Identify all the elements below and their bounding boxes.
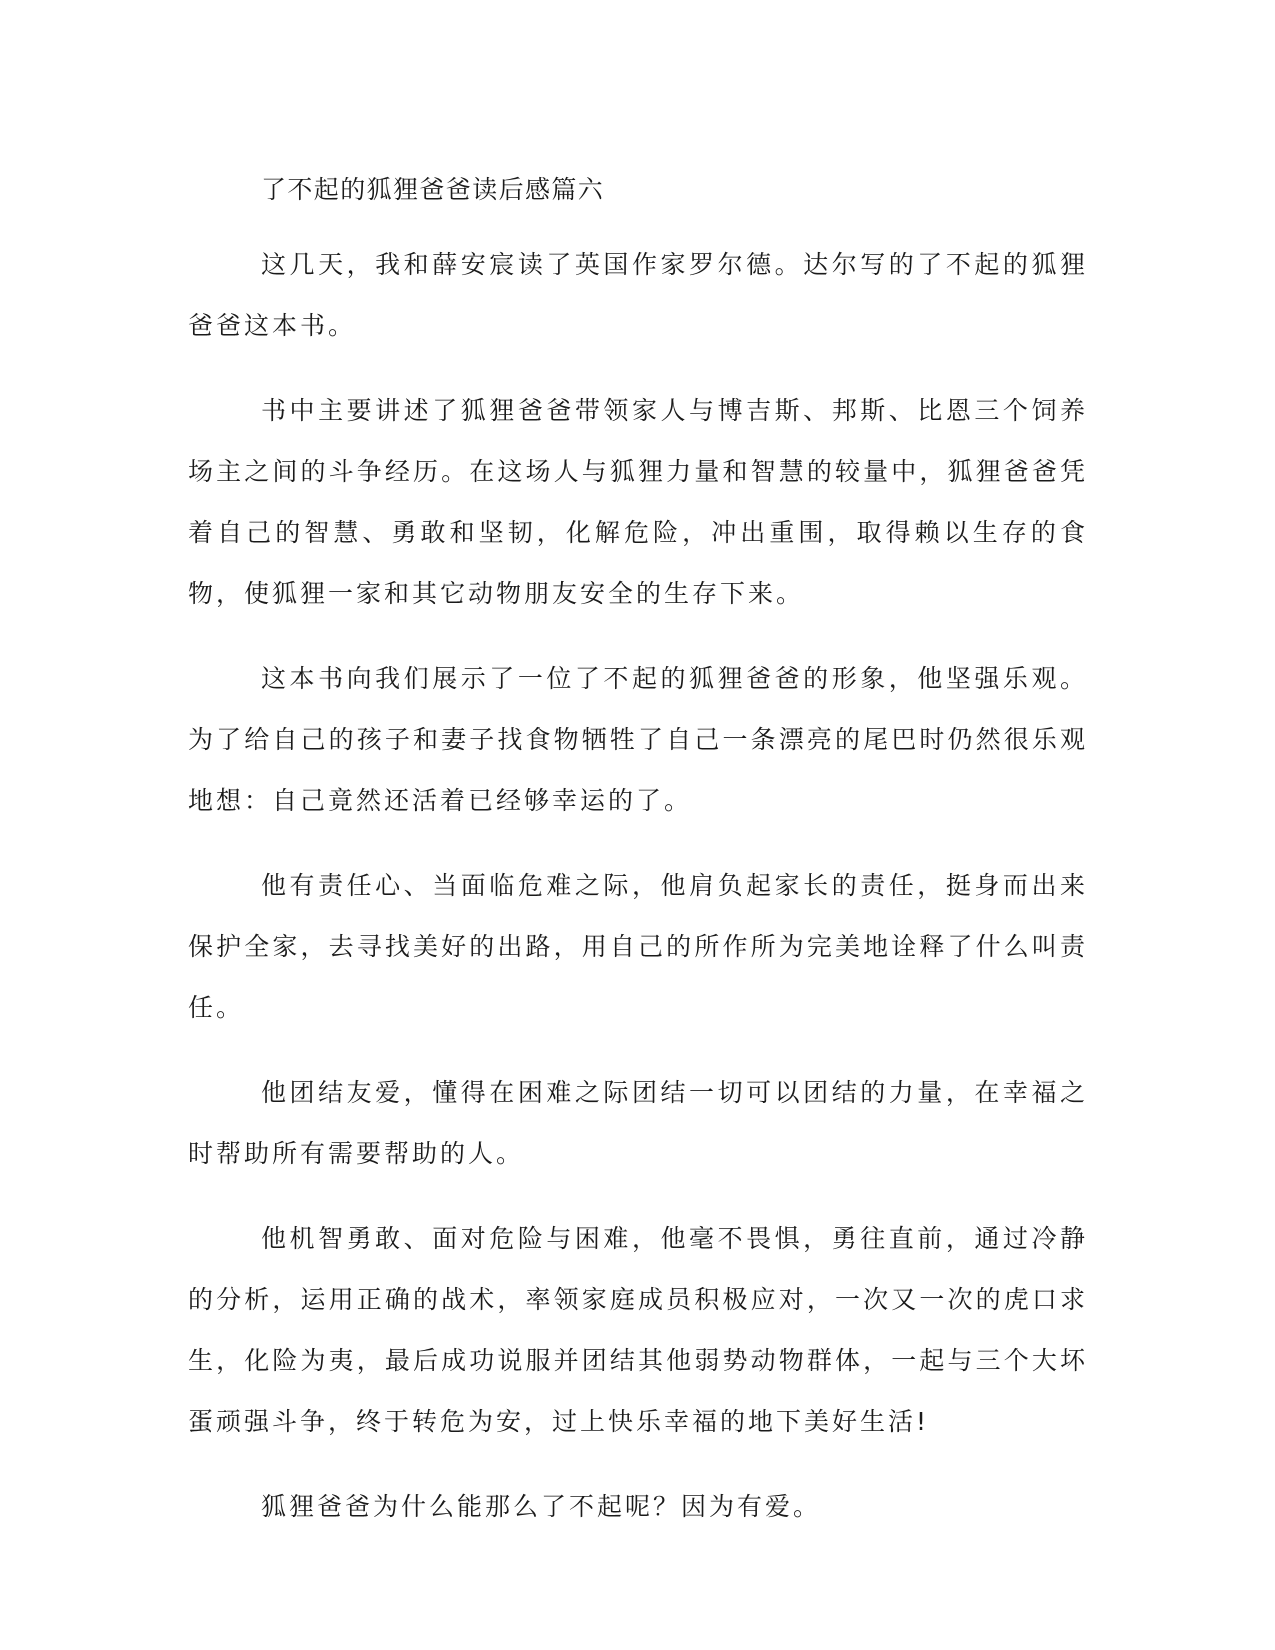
document-body	[188, 172, 1088, 1561]
paragraph: 他有责任心、当面临危难之际，他肩负起家长的责任，挺身而出来保护全家，去寻找美好的出路，用自己的所作所为完美地诠释了什么叫责任。	[188, 871, 1088, 1022]
paragraph: 这本书向我们展示了一位了不起的狐狸爸爸的形象，他坚强乐观。为了给自己的孩子和妻子找食物牺牲了自己一条漂亮的尾巴时仍然很乐观地想：自己竟然还活着已经够幸运的了。	[188, 664, 1088, 815]
paragraph: 他机智勇敢、面对危险与困难，他毫不畏惧，勇往直前，通过冷静的分析，运用正确的战术，率领家庭成员积极应对，一次又一次的虎口求生，化险为夷，最后成功说服并团结其他弱势动物群体，一起与三个大坏蛋顽强斗争，终于转危为安，过上快乐幸福的地下美好生活!	[188, 1224, 1088, 1436]
paragraph: 狐狸爸爸为什么能那么了不起呢？因为有爱。	[261, 1492, 822, 1521]
document-title: 了不起的狐狸爸爸读后感篇六	[261, 175, 605, 204]
paragraph: 书中主要讲述了狐狸爸爸带领家人与博吉斯、邦斯、比恩三个饲养场主之间的斗争经历。在这场人与狐狸力量和智慧的较量中，狐狸爸爸凭着自己的智慧、勇敢和坚韧，化解危险，冲出重围，取得赖以生存的食物，使狐狸一家和其它动物朋友安全的生存下来。	[188, 396, 1088, 608]
paragraph: 他团结友爱，懂得在困难之际团结一切可以团结的力量，在幸福之时帮助所有需要帮助的人。	[188, 1078, 1088, 1168]
paragraph: 这几天，我和薛安宸读了英国作家罗尔德。达尔写的了不起的狐狸爸爸这本书。	[188, 250, 1088, 340]
